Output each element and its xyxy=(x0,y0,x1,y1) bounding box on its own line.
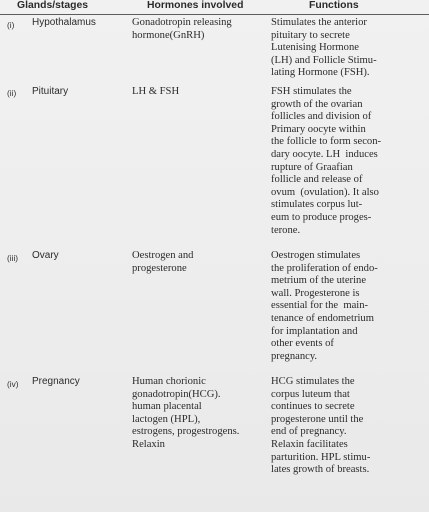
row-number: (ii) xyxy=(7,88,17,98)
function-text: FSH stimulates the growth of the ovarian follicles and division of Primary oocyte within the follicle to form secon- dary oocyte. LH induces rupture of Graafian follicle and release of ovum (ovulation). It also stimulates corpus lut- eum to produce proges- terone. xyxy=(271,86,382,236)
gland-name: Pituitary xyxy=(32,86,69,97)
function-text: Oestrogen stimulates the proliferation of endo- metrium of the uterine wall. Progesterone is essential for the main- tenance of endometrium for implantation and other events of pregnancy. xyxy=(271,250,378,362)
function-text: HCG stimulates the corpus luteum that continues to secrete progesterone until the end of pregnancy. Relaxin facilitates parturition. HPL stimu- lates growth of breasts. xyxy=(271,376,371,476)
row-number: (iv) xyxy=(7,379,19,389)
hormones-involved: Human chorionic gonadotropin(HCG). human placental lactogen (HPL), estrogens, progestrogens. Relaxin xyxy=(132,376,240,450)
header-divider xyxy=(0,14,429,15)
gland-name: Pregnancy xyxy=(32,376,80,387)
hormones-involved: Gonadotropin releasing hormone(GnRH) xyxy=(132,17,232,41)
column-header-glands: Glands/stages xyxy=(17,0,89,11)
hormones-involved: LH & FSH xyxy=(132,86,180,97)
function-text: Stimulates the anterior pituitary to secrete Lutenising Hormone (LH) and Follicle Stimu- lating Hormone (FSH). xyxy=(271,17,377,79)
column-header-hormones: Hormones involved xyxy=(147,0,244,11)
gland-name: Ovary xyxy=(32,250,59,261)
row-number: (i) xyxy=(7,20,15,30)
gland-name: Hypothalamus xyxy=(32,17,96,28)
row-number: (iii) xyxy=(7,253,19,263)
column-header-functions: Functions xyxy=(309,0,359,11)
hormones-involved: Oestrogen and progesterone xyxy=(132,250,194,274)
